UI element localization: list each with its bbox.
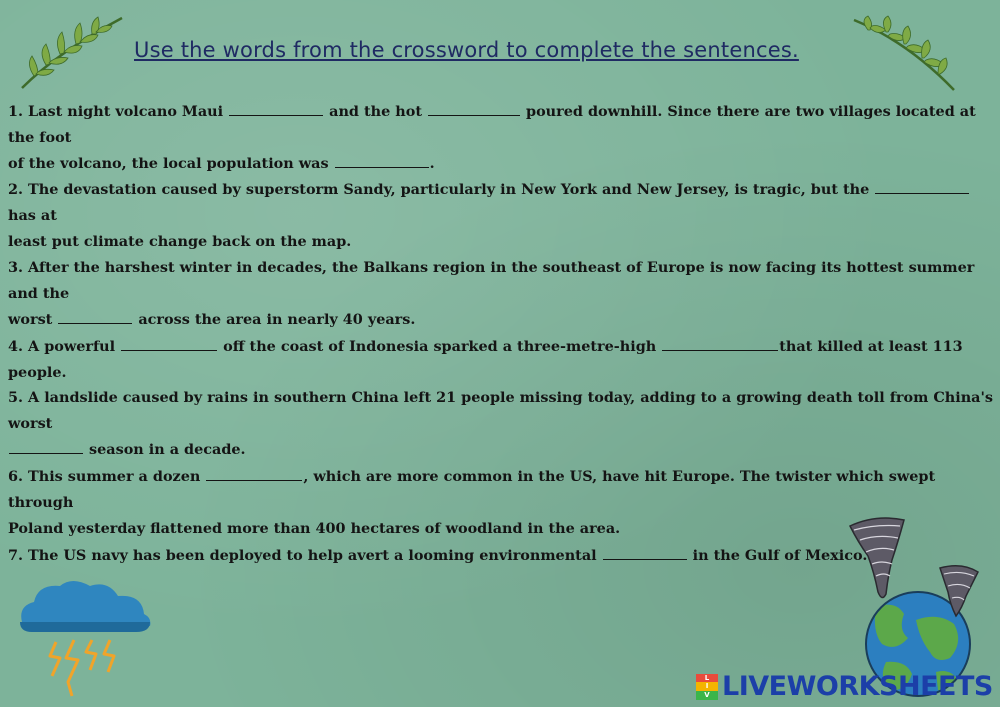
- logo-badge-letter: I: [696, 682, 718, 691]
- sentence-text: poured downhill. Since there are two villages located at the foot: [8, 103, 976, 146]
- answer-blank[interactable]: [121, 336, 217, 351]
- storm-cloud-lightning-icon: [16, 578, 156, 703]
- sentence-text: in the Gulf of Mexico.: [687, 547, 868, 564]
- sentence-4: [8, 334, 993, 386]
- answer-blank[interactable]: [9, 439, 83, 454]
- sentence-2-line-2: [8, 229, 993, 255]
- sentence-text: 4. A powerful: [8, 338, 121, 355]
- answer-blank[interactable]: [335, 153, 429, 168]
- sentence-2-line-1: [8, 177, 993, 229]
- sentence-text: across the area in nearly 40 years.: [133, 311, 416, 328]
- sentence-text: off the coast of Indonesia sparked a three-metre-high: [218, 338, 662, 355]
- sentence-text: Poland yesterday flattened more than 400 hectares of woodland in the area.: [8, 520, 621, 537]
- sentence-3-line-1: [8, 255, 993, 307]
- sentence-text: 2. The devastation caused by superstorm Sandy, particularly in New York and New Jersey, is tragic, but the: [8, 181, 875, 198]
- answer-blank[interactable]: [229, 101, 323, 116]
- sentence-2: [8, 177, 993, 255]
- sentence-text: , which are more common in the US, have hit Europe. The twister which swept through: [8, 468, 936, 511]
- sentence-text: season in a decade.: [84, 441, 246, 458]
- liveworksheets-logo: [696, 671, 993, 702]
- sentence-5: [8, 385, 993, 463]
- answer-blank[interactable]: [603, 545, 687, 560]
- answer-blank[interactable]: [875, 179, 969, 194]
- page-title: Use the words from the crossword to complete the sentences.: [134, 38, 799, 62]
- sentence-text: of the volcano, the local population was: [8, 155, 334, 172]
- sentence-text: 6. This summer a dozen: [8, 468, 206, 485]
- sentence-text: 5. A landslide caused by rains in southern China left 21 people missing today, adding to a growing death toll from China's worst: [8, 389, 994, 432]
- logo-badge: [696, 674, 718, 700]
- answer-blank[interactable]: [206, 466, 302, 481]
- sentence-4-line-1: [8, 334, 993, 386]
- sentence-text: and the hot: [324, 103, 427, 120]
- sentence-text: .: [429, 155, 435, 172]
- sentence-text: least put climate change back on the map.: [8, 233, 352, 250]
- sentence-5-line-1: [8, 385, 993, 437]
- sentence-6-line-1: [8, 464, 993, 516]
- sentence-text: has at: [8, 207, 57, 224]
- sentence-text: 7. The US navy has been deployed to help avert a looming environmental: [8, 547, 602, 564]
- sentence-5-line-2: [8, 437, 993, 463]
- sentence-text: worst: [8, 311, 58, 328]
- sentence-1-line-2: [8, 151, 993, 177]
- logo-text: LIVEWORKSHEETS: [722, 671, 993, 702]
- fern-leaf-left-icon: [18, 12, 128, 92]
- sentence-3-line-2: [8, 307, 993, 333]
- answer-blank[interactable]: [58, 309, 132, 324]
- sentence-text: 1. Last night volcano Maui: [8, 103, 229, 120]
- sentence-text: that killed at least 113 people.: [8, 338, 963, 381]
- answer-blank[interactable]: [428, 101, 520, 116]
- logo-badge-letter: V: [696, 691, 718, 700]
- logo-badge-letter: L: [696, 674, 718, 683]
- sentence-1-line-1: [8, 99, 993, 151]
- sentence-3: [8, 255, 993, 333]
- sentence-1: [8, 99, 993, 177]
- sentence-text: 3. After the harshest winter in decades, the Balkans region in the southeast of Europe is now facing its hottest summer and the: [8, 259, 975, 302]
- answer-blank[interactable]: [662, 336, 778, 351]
